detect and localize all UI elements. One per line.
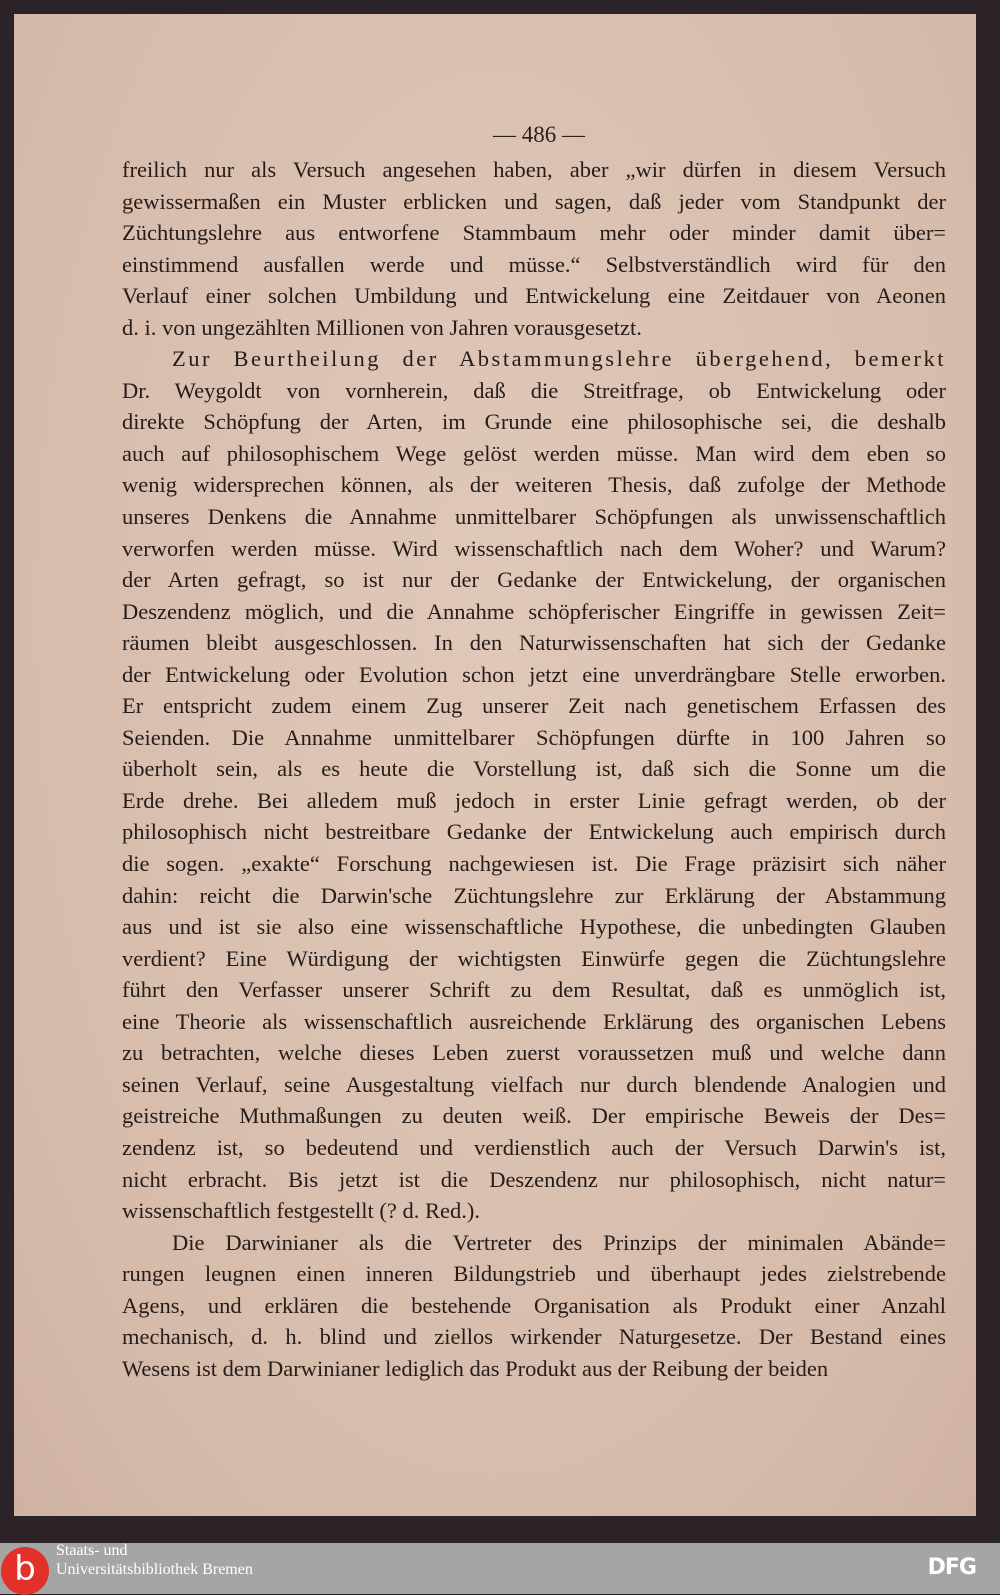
text-line: verworfen werden müsse. Wird wissenschaftlich nach dem Woher? und Warum? [122,535,946,561]
text-line: unseres Denkens die Annahme unmittelbarer Schöpfungen als unwissenschaftlich [122,504,946,530]
text-line: rungen leugnen einen inneren Bildungstrieb und überhaupt jedes zielstrebende [122,1261,946,1287]
text-line: eine Theorie als wissenschaftlich ausreichende Erklärung des organischen Lebens [122,1008,946,1034]
text-line: Er entspricht zudem einem Zug unserer Zeit nach genetischem Erfassen des [122,693,946,719]
text-line: räumen bleibt ausgeschlossen. In den Naturwissenschaften hat sich der Gedanke [122,630,946,656]
text-line: Zur Beurtheilung der Abstammungslehre übergehend, bemerkt [172,346,946,372]
text-line: Deszendenz möglich, und die Annahme schöpferischer Eingriffe in gewissen Zeit= [122,598,946,624]
text-line: Seienden. Die Annahme unmittelbarer Schöpfungen dürfte in 100 Jahren so [122,724,946,750]
text-line: auch auf philosophischem Wege gelöst werden müsse. Man wird dem eben so [122,440,946,466]
text-line: aus und ist sie also eine wissenschaftliche Hypothese, die unbedingten Glauben [122,914,946,940]
page-number: — 486 — [493,122,585,147]
text-line: zu betrachten, welche dieses Leben zuerst voraussetzen muß und welche dann [122,1040,946,1066]
text-line: wenig widersprechen können, als der weiteren Thesis, daß zufolge der Methode [122,472,946,498]
text-line: Wesens ist dem Darwinianer lediglich das Produkt aus der Reibung der beiden [122,1355,829,1381]
library-logo-icon: b [1,1547,49,1595]
text-line: direkte Schöpfung der Arten, im Grunde eine philosophische sei, die deshalb [122,409,946,435]
text-line: mechanisch, d. h. blind und ziellos wirkender Naturgesetze. Der Bestand eines [122,1324,946,1350]
text-line: Erde drehe. Bei alledem muß jedoch in erster Linie gefragt werden, ob der [122,787,946,813]
text-line: verdient? Eine Würdigung der wichtigsten Einwürfe gegen die Züchtungslehre [122,945,946,971]
text-line: d. i. von ungezählten Millionen von Jahren vorausgesetzt. [122,314,642,340]
text-line: Züchtungslehre aus entworfene Stammbaum mehr oder minder damit über= [122,220,946,246]
library-name-line2: Universitätsbibliothek Bremen [56,1561,253,1578]
text-line: freilich nur als Versuch angesehen haben, aber „wir dürfen in diesem Versuch [122,157,946,182]
text-line: nicht erbracht. Bis jetzt ist die Deszendenz nur philosophisch, nicht natur= [122,1166,946,1192]
text-line: dahin: reicht die Darwin'sche Züchtungslehre zur Erklärung der Abstammung [122,882,946,908]
text-line: Dr. Weygoldt von vornherein, daß die Streitfrage, ob Entwickelung oder [122,377,946,403]
library-name-line1: Staats- und [56,1542,128,1559]
text-line: überholt sein, als es heute die Vorstellung ist, daß sich die Sonne um die [122,756,946,782]
text-line: gewissermaßen ein Muster erblicken und sagen, daß jeder vom Standpunkt der [122,188,946,214]
library-footer [0,1543,1000,1594]
text-line: einstimmend ausfallen werde und müsse.“ Selbstverständlich wird für den [122,251,946,277]
text-line: Agens, und erklären die bestehende Organisation als Produkt einer Anzahl [122,1292,946,1318]
text-line: geistreiche Muthmaßungen zu deuten weiß. Der empirische Beweis der Des= [122,1103,946,1129]
text-line: Verlauf einer solchen Umbildung und Entwickelung eine Zeitdauer von Aeonen [122,283,946,309]
text-line: die sogen. „exakte“ Forschung nachgewiesen ist. Die Frage präzisirt sich näher [122,851,946,877]
text-line: wissenschaftlich festgestellt (? d. Red.). [122,1198,481,1224]
text-line: der Entwickelung oder Evolution schon jetzt eine unverdrängbare Stelle erworben. [122,661,946,687]
dfg-logo: DFG [927,1555,976,1580]
library-name [56,1541,253,1579]
text-line: führt den Verfasser unserer Schrift zu dem Resultat, daß es unmöglich ist, [122,977,946,1003]
text-line: zendenz ist, so bedeutend und verdienstlich auch der Versuch Darwin's ist, [122,1134,946,1160]
text-line: der Arten gefragt, so ist nur der Gedanke der Entwickelung, der organischen [122,567,946,593]
body-text [122,154,946,1384]
text-line: seinen Verlauf, seine Ausgestaltung vielfach nur durch blendende Analogien und [122,1071,946,1097]
text-line: philosophisch nicht bestreitbare Gedanke der Entwickelung auch empirisch durch [122,819,946,845]
text-line: Die Darwinianer als die Vertreter des Prinzips der minimalen Abände= [172,1229,946,1255]
